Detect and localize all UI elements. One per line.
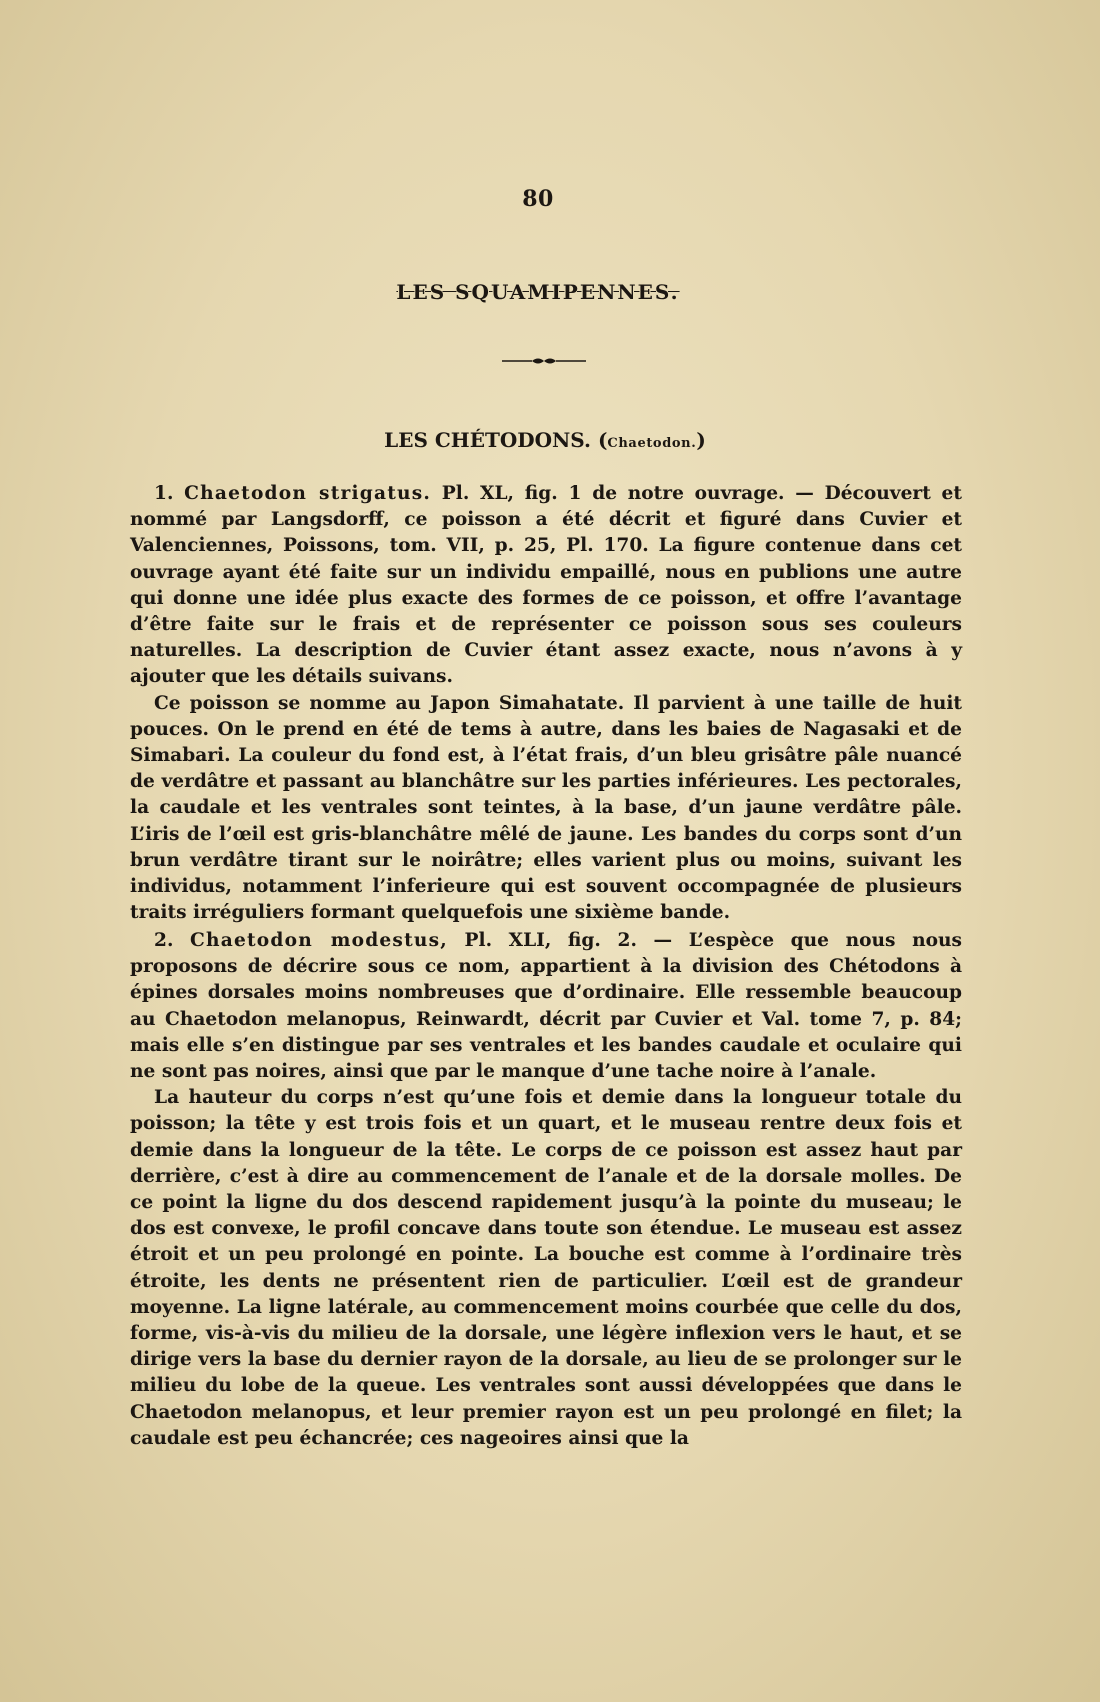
paragraph-text: Pl. XL, fig. 1 de notre ouvrage. — Découvert et nommé par Langsdorff, ce poisson a été décrit et figuré dans Cuvier et Valenciennes, Poissons, tom. VII, p. 25, Pl. 170. La figure contenue dans cet ouvrage ayant été faite sur un individu empaillé, nous en publions une autre qui donne une idée plus exacte des formes de ce poisson, et offre l’avantage d’être faite sur le frais et de représenter ce poisson sous ses couleurs naturelles. La description de Cuvier étant assez exacte, nous n’avons à y ajouter que les détails suivans. bbox=[130, 483, 962, 688]
entry-number: 1. bbox=[154, 483, 174, 504]
section-heading-main: LES CHÉTODONS. ( bbox=[384, 428, 608, 452]
paragraph-text: Pl. XLI, fig. 2. — L’espèce que nous nous proposons de décrire sous ce nom, appartient à la division des Chétodons à épines dorsales moins nombreuses que d’ordinaire. Elle ressemble beaucoup au Chaetodon melanopus, Reinwardt, décrit par Cuvier et Val. tome 7, p. 84; mais elle s’en distingue par ses ventrales et les bandes caudale et oculaire qui ne sont pas noires, ainsi que par le manque d’une tache noire à l’anale. bbox=[130, 930, 962, 1083]
entry-number: 2. bbox=[154, 930, 174, 951]
entry-paragraph bbox=[130, 481, 962, 691]
species-entry-strigatus bbox=[130, 481, 962, 926]
running-title: LES SQUAMIPENNES. bbox=[396, 280, 680, 304]
section-heading bbox=[0, 428, 1090, 452]
species-entry-modestus bbox=[130, 928, 962, 1452]
entry-paragraph bbox=[130, 928, 962, 1085]
divider-ornament bbox=[502, 354, 586, 368]
species-name: Chaetodon strigatus. bbox=[184, 483, 432, 504]
page-number: 80 bbox=[522, 186, 554, 212]
species-name: Chaetodon modestus, bbox=[190, 930, 448, 951]
entry-paragraph: Ce poisson se nomme au Japon Simahatate. Il parvient à une taille de huit pouces. On le prend en été de tems à autre, dans les baies de Nagasaki et de Simabari. La couleur du fond est, à l’état frais, d’un bleu grisâtre pâle nuancé de verdâtre et passant au blanchâtre sur les parties inférieures. Les pectorales, la caudale et les ventrales sont teintes, à la base, d’un jaune verdâtre pâle. L’iris de l’œil est gris-blanchâtre mêlé de jaune. Les bandes du corps sont d’un brun verdâtre tirant sur le noirâtre; elles varient plus ou moins, suivant les individus, notamment l’inferieure qui est souvent occompagnée de plusieurs traits irréguliers formant quelquefois une sixième bande. bbox=[130, 692, 962, 924]
section-heading-close: ) bbox=[696, 428, 706, 452]
entry-paragraph: La hauteur du corps n’est qu’une fois et demie dans la longueur totale du poisson; la tête y est trois fois et un quart, et le museau rentre deux fois et demie dans la longueur de la tête. Le corps de ce poisson est assez haut par derrière, c’est à dire au commencement de l’anale et de la dorsale molles. De ce point la ligne du dos descend rapidement jusqu’à la pointe du museau; le dos est convexe, le profil concave dans toute son étendue. Le museau est assez étroit et un peu prolongé en pointe. La bouche est comme à l’ordinaire très étroite, les dents ne présentent rien de particulier. L’œil est de grandeur moyenne. La ligne latérale, au commencement moins courbée que celle du dos, forme, vis-à-vis du milieu de la dorsale, une légère inflexion vers le haut, et se dirige vers la base du dernier rayon de la dorsale, au lieu de se prolonger sur le milieu du lobe de la queue. Les ventrales sont aussi développées que dans le Chaetodon melanopus, et leur premier rayon est un peu prolongé en filet; la caudale est peu échancrée; ces nageoires ainsi que la bbox=[130, 1087, 962, 1449]
section-heading-genus: Chaetodon. bbox=[607, 436, 697, 451]
